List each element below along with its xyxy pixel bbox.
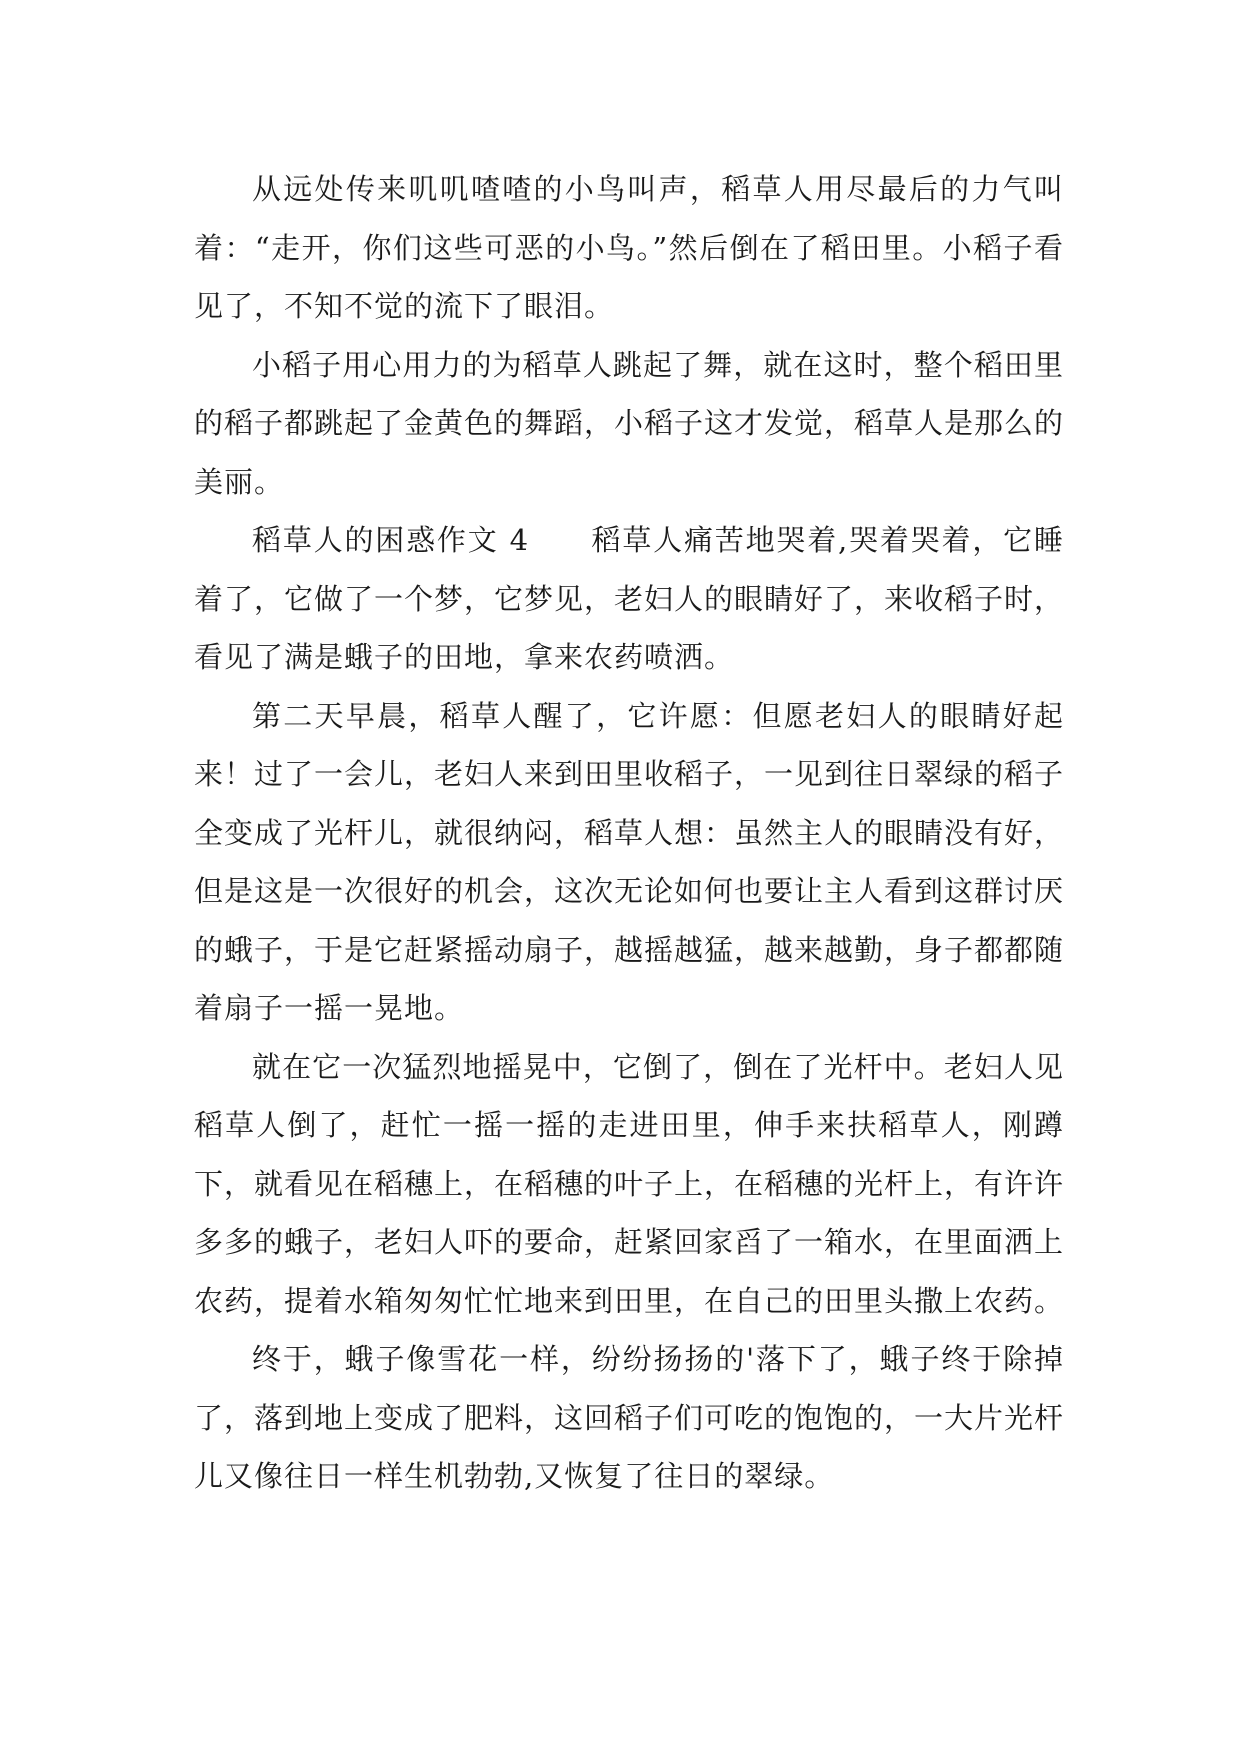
paragraph: 从远处传来叽叽喳喳的小鸟叫声，稻草人用尽最后的力气叫着：“走开，你们这些可恶的小鸟。”然后倒在了稻田里。小稻子看见了，不知不觉的流下了眼泪。 [194,172,1064,323]
paragraph: 稻草人的困惑作文 4 稻草人痛苦地哭着,哭着哭着，它睡着了，它做了一个梦，它梦见，老妇人的眼睛好了，来收稻子时，看见了满是蛾子的田地，拿来农药喷洒。 [194,523,1065,674]
paragraph: 小稻子用心用力的为稻草人跳起了舞，就在这时，整个稻田里的稻子都跳起了金黄色的舞蹈，小稻子这才发觉，稻草人是那么的美丽。 [194,347,1065,499]
document-body [194,160,1064,1506]
paragraph: 终于，蛾子像雪花一样，纷纷扬扬的'落下了，蛾子终于除掉了，落到地上变成了肥料，这回稻子们可吃的饱饱的，一大片光杆儿又像往日一样生机勃勃,又恢复了往日的翠绿。 [194,1342,1065,1493]
paragraph: 第二天早晨，稻草人醒了，它许愿：但愿老妇人的眼睛好起来！过了一会儿，老妇人来到田里收稻子，一见到往日翠绿的稻子全变成了光杆儿，就很纳闷，稻草人想：虽然主人的眼睛没有好，但是这是一次很好的机会，这次无论如何也要让主人看到这群讨厌的蛾子，于是它赶紧摇动扇子，越摇越猛，越来越勤，身子都都随着扇子一摇一晃地。 [194,698,1065,1025]
paragraph: 就在它一次猛烈地摇晃中，它倒了，倒在了光杆中。老妇人见稻草人倒了，赶忙一摇一摇的走进田里，伸手来扶稻草人，刚蹲下，就看见在稻穗上，在稻穗的叶子上，在稻穗的光杆上，有许许多多的蛾子，老妇人吓的要命，赶紧回家舀了一箱水，在里面洒上农药，提着水箱匆匆忙忙地来到田里，在自己的田里头撒上农药。 [194,1049,1065,1318]
